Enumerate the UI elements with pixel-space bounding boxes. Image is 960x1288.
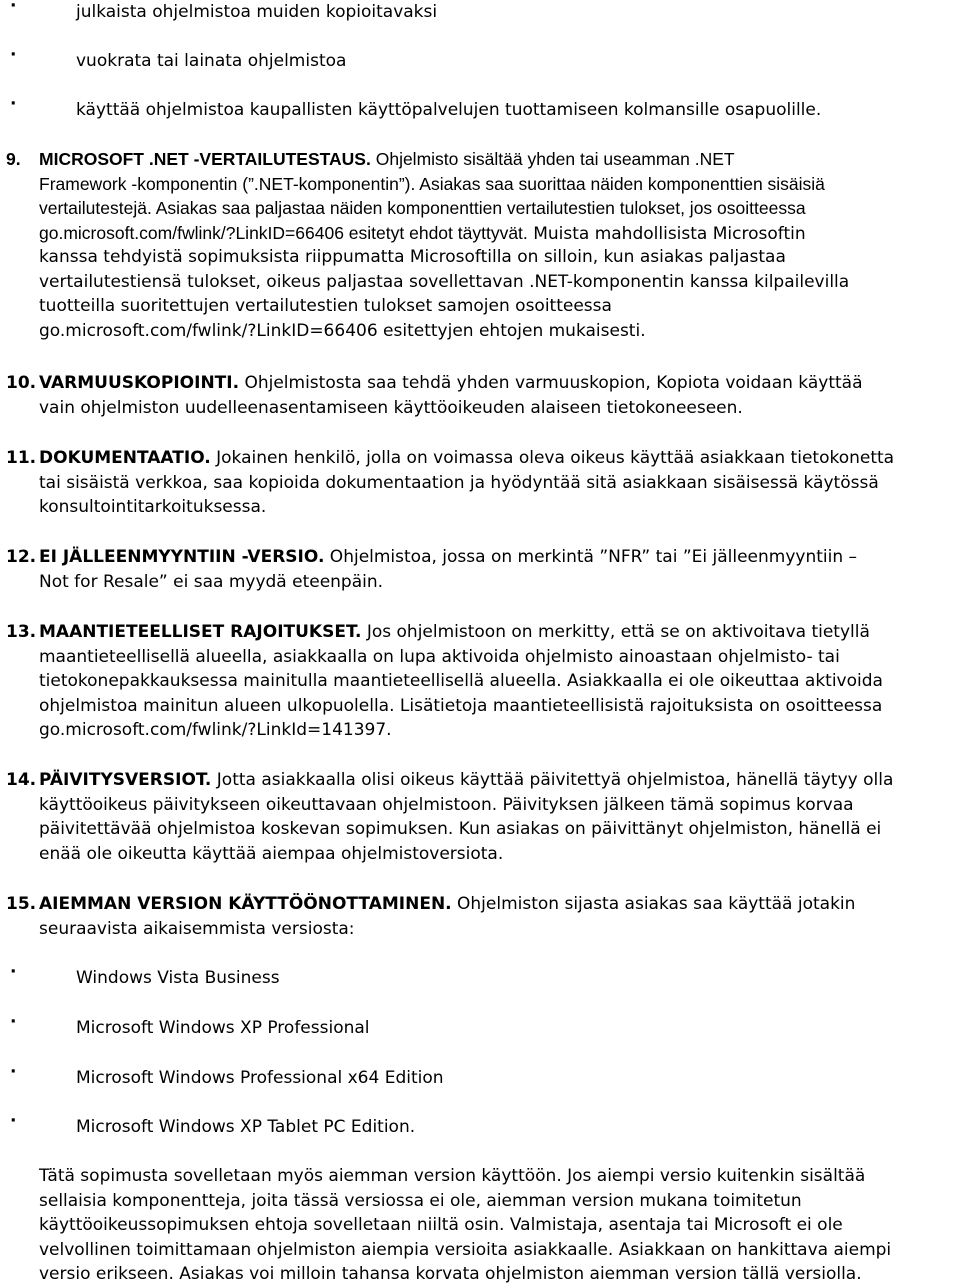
list-item — [0, 1062, 960, 1091]
closing-paragraph — [39, 1164, 960, 1287]
section-line — [39, 545, 960, 570]
section-12 — [0, 545, 960, 594]
list-item-text: Microsoft Windows XP Tablet PC Edition. — [76, 1117, 416, 1137]
list-item-text: käyttää ohjelmistoa kaupallisten käyttöpalvelujen tuottamiseen kolmansille osapuolille. — [76, 100, 822, 120]
section-text: vain ohjelmiston uudelleenasentamiseen käyttöoikeuden alaiseen tietokoneeseen. — [39, 397, 743, 418]
section-text: Jotta asiakkaalla olisi oikeus käyttää päivitettyä ohjelmistoa, hänellä täytyy olla — [211, 770, 894, 790]
list-item — [0, 962, 960, 991]
section-number: 11. — [6, 448, 37, 468]
section-text: tai sisäistä verkkoa, saa kopioida dokumentaation ja hyödyntää sitä asiakkaan sisäisessä käytössä — [39, 472, 879, 493]
section-text: esitetyt ehdot täyttyvät. — [343, 222, 528, 243]
section-number: 14. — [6, 770, 37, 790]
section-text: Ohjelmiston sijasta asiakas saa käyttää jotakin — [451, 894, 856, 914]
section-number: 9. — [6, 149, 21, 169]
section-text: enää ole oikeutta käyttää aiempaa ohjelmistoversiota. — [39, 843, 504, 864]
section-title: PÄIVITYSVERSIOT. — [39, 770, 212, 790]
bullet-mark: · — [10, 94, 17, 114]
section-14 — [0, 768, 960, 866]
section-number: 10. — [6, 373, 37, 393]
list-item — [0, 1012, 960, 1041]
section-line — [39, 620, 960, 645]
section-text: Muista mahdollisista Microsoftin — [527, 223, 806, 244]
bullet-mark: · — [10, 962, 17, 982]
section-text: Jos ohjelmistoon on merkitty, että se on aktivoitava tietyllä — [361, 622, 870, 642]
section-text: vertailutestejä. Asiakas saa paljastaa näiden komponenttien vertailutestien tulokset, jos osoitteessa — [39, 198, 806, 218]
section-text: käyttöoikeus päivitykseen oikeuttavaan ohjelmistoon. Päivityksen jälkeen tämä sopimus korvaa — [39, 794, 854, 815]
section-text: Ohjelmistosta saa tehdä yhden varmuuskopion, Kopiota voidaan käyttää — [239, 373, 863, 393]
section-15 — [0, 892, 960, 941]
list-item — [0, 94, 960, 123]
section-text: ohjelmistoa mainitun alueen ulkopuolella. Lisätietoja maantieteellisistä rajoituksista on osoitteessa — [39, 695, 883, 716]
section-text: kanssa tehdyistä sopimuksista riippumatta Microsoftilla on silloin, kun asiakas paljastaa — [39, 247, 786, 267]
section-text: päivitettävää ohjelmistoa koskevan sopimuksen. Kun asiakas on päivittänyt ohjelmiston, hänellä ei — [39, 819, 882, 839]
section-title: MICROSOFT .NET -VERTAILUTESTAUS. — [39, 149, 371, 169]
section-number: 13. — [6, 622, 37, 642]
section-text: Jokainen henkilö, jolla on voimassa oleva oikeus käyttää asiakkaan tietokonetta — [210, 448, 895, 468]
section-text: tietokonepakkauksessa mainitulla maantieteellisellä alueella. Asiakkaalla ei ole oikeuttaa aktivoida — [39, 671, 883, 691]
link-text[interactable]: go.microsoft.com/fwlink/?LinkId=141397. — [39, 720, 392, 740]
section-text: Framework -komponentin (”.NET-komponentin”). Asiakas saa suorittaa näiden komponenttien sisäisiä — [39, 173, 825, 194]
section-text: seuraavista aikaisemmista versiosta: — [39, 918, 355, 939]
section-title: EI JÄLLEENMYYNTIIN -VERSIO. — [39, 547, 325, 567]
list-item-text: Microsoft Windows Professional x64 Edition — [76, 1068, 444, 1088]
section-10 — [0, 371, 960, 420]
bullet-mark: · — [10, 1111, 17, 1131]
bullet-mark: · — [10, 1062, 17, 1082]
list-item-text: vuokrata tai lainata ohjelmistoa — [76, 51, 347, 71]
paragraph-line: käyttöoikeussopimuksen ehtoja sovelletaan niiltä osin. Valmistaja, asentaja tai Microsoft ei ole — [39, 1215, 843, 1235]
section-title: MAANTIETEELLISET RAJOITUKSET. — [39, 622, 362, 642]
section-text: Ohjelmistoa, jossa on merkintä ”NFR” tai ”Ei jälleenmyyntiin – — [324, 547, 858, 567]
bullet-mark: · — [10, 0, 17, 16]
section-title: DOKUMENTAATIO. — [39, 448, 211, 468]
section-9 — [0, 147, 960, 343]
section-number: 12. — [6, 547, 37, 567]
section-text: konsultointitarkoituksessa. — [39, 497, 267, 517]
section-text: vertailutestiensä tulokset, oikeus paljastaa sovellettavan .NET-komponentin kanssa kilpailevilla — [39, 271, 850, 292]
section-text: Not for Resale” ei saa myydä eteenpäin. — [39, 571, 384, 592]
section-text: Ohjelmisto sisältää yhden tai useamman .NET — [375, 149, 735, 169]
section-number: 15. — [6, 894, 37, 914]
link-text[interactable]: go.microsoft.com/fwlink/?LinkID=66406 — [39, 222, 344, 243]
section-line — [39, 371, 960, 396]
list-item — [0, 0, 960, 25]
list-item — [0, 1111, 960, 1140]
section-line — [39, 446, 960, 471]
section-line — [39, 892, 960, 917]
bullet-mark: · — [10, 45, 17, 65]
list-item-text: julkaista ohjelmistoa muiden kopioitavaksi — [76, 2, 438, 22]
paragraph-line: versio erikseen. Asiakas voi milloin tahansa korvata ohjelmiston aiemman version tällä versiolla. — [39, 1264, 862, 1284]
paragraph-line: sellaisia komponentteja, joita tässä versiossa ei ole, aiemman version mukana toimitetun — [39, 1190, 802, 1211]
section-text: tuotteilla suoritettujen vertailutestien tulokset samojen osoitteessa — [39, 296, 612, 316]
bullet-mark: · — [10, 1012, 17, 1032]
list-item — [0, 45, 960, 74]
section-text: go.microsoft.com/fwlink/?LinkID=66406 esitettyjen ehtojen mukaisesti. — [39, 320, 646, 341]
section-text: maantieteellisellä alueella, asiakkaalla on lupa aktivoida ohjelmisto ainoastaan ohjelmisto- tai — [39, 646, 840, 667]
section-13 — [0, 620, 960, 743]
paragraph-line: Tätä sopimusta sovelletaan myös aiemman version käyttöön. Jos aiempi versio kuitenkin sisältää — [39, 1166, 866, 1186]
list-item-text: Windows Vista Business — [76, 968, 280, 988]
section-title: AIEMMAN VERSION KÄYTTÖÖNOTTAMINEN. — [39, 894, 452, 914]
section-11 — [0, 446, 960, 520]
list-item-text: Microsoft Windows XP Professional — [76, 1018, 370, 1038]
section-title: VARMUUSKOPIOINTI. — [39, 373, 240, 393]
section-line — [39, 221, 960, 246]
section-line — [39, 147, 960, 172]
paragraph-line: velvollinen toimittamaan ohjelmiston aiempia versioita asiakkaalle. Asiakkaan on hankittava aiempi — [39, 1239, 892, 1260]
section-line — [39, 768, 960, 793]
